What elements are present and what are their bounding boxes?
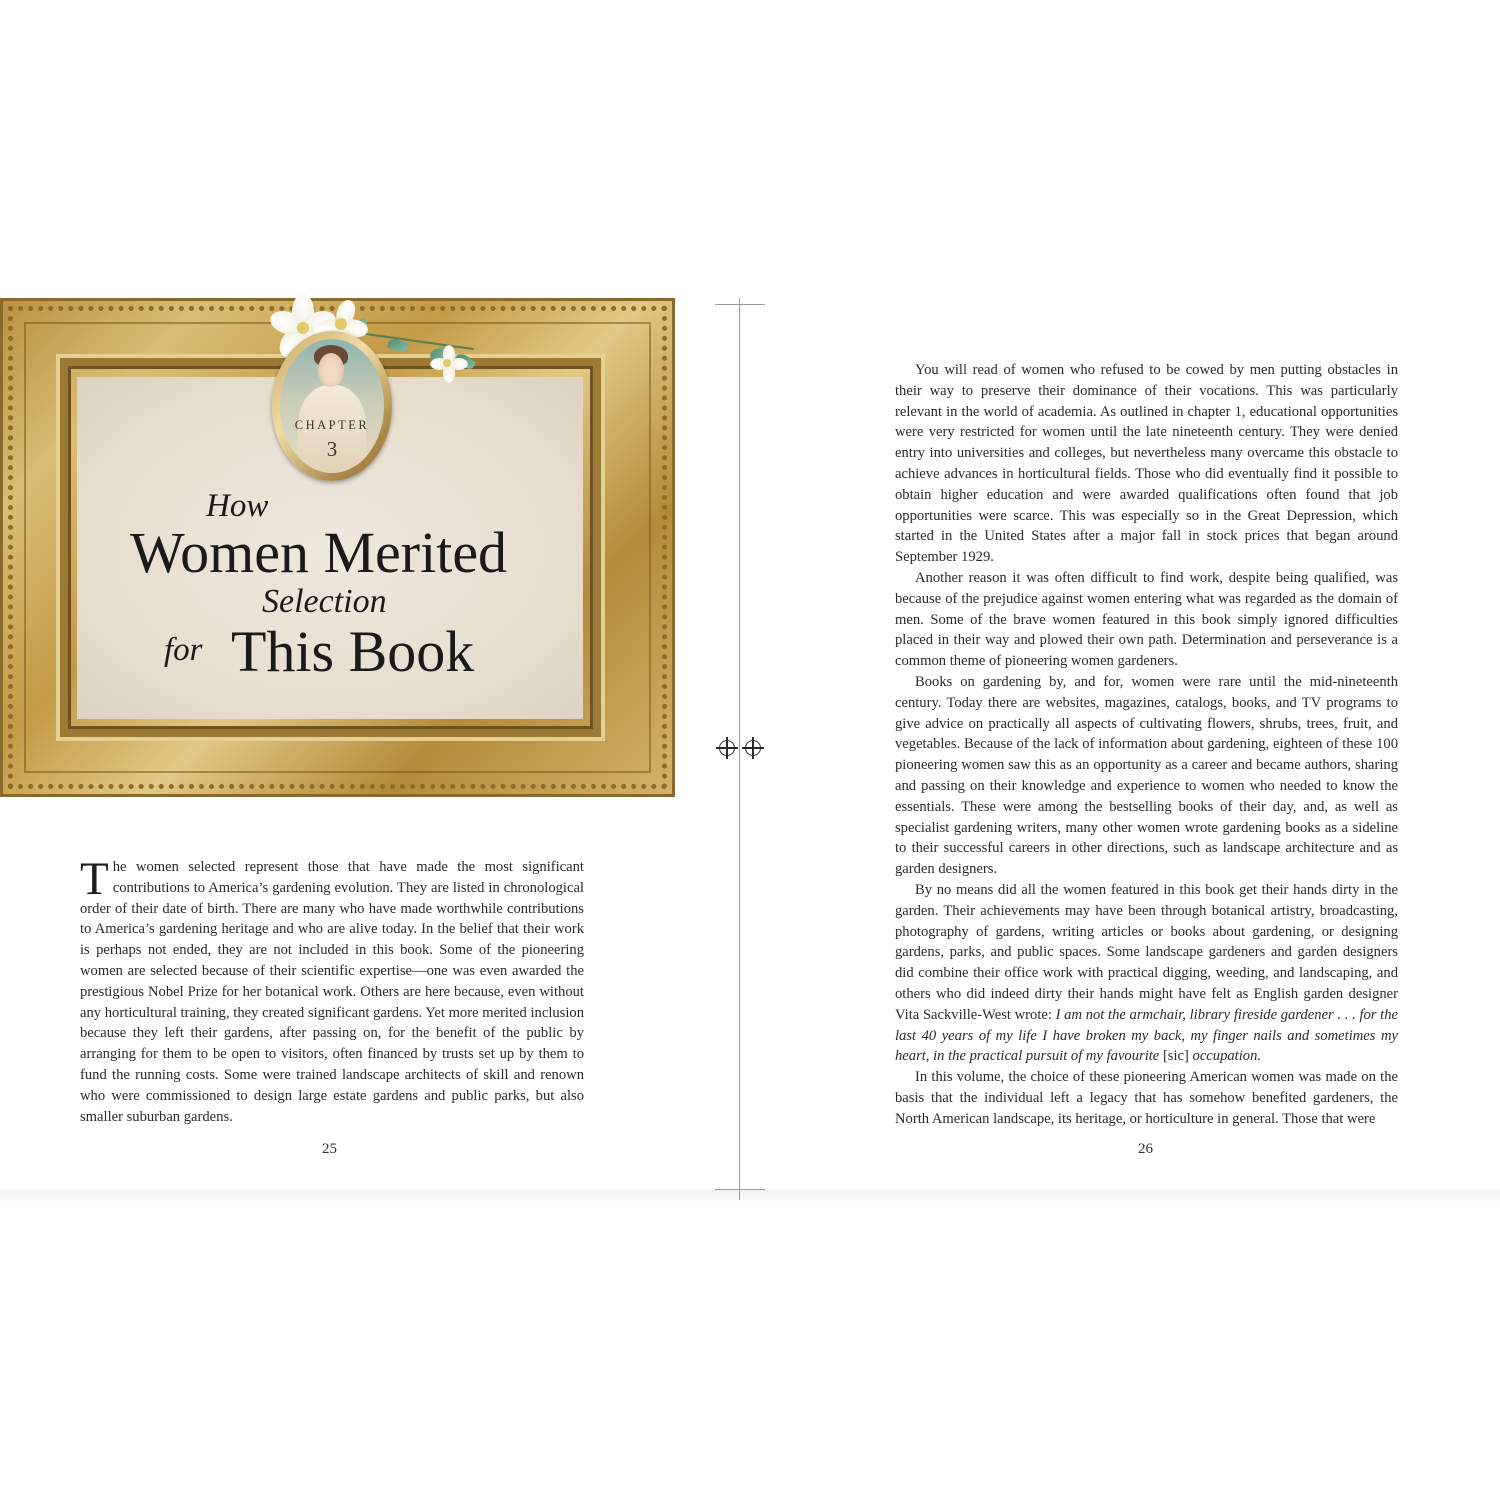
drop-cap: T [80,853,109,905]
title-how: How [206,488,269,524]
chapter-label: CHAPTER [294,418,370,432]
quote-text-end: occupation. [1188,1048,1262,1065]
paragraph: Books on gardening by, and for, women were rare until the mid-nineteenth century. Today there are websites, magazines, catalogs, books, and TV programs to give advice on practically all aspects of cultivating flowers, shrubs, trees, fruit, and vegetables. Because of the lack of information about gardening, eighteen of these 100 pioneering women saw this as an opportunity as a career and became authors, sharing and passing on their knowledge and experience to women who needed to know the essentials. These were among the bestselling books of their day, and, as well as specialist gardening writers, many other women wrote gardening books as a sideline to their successful careers in other directions, such as landscape architecture and as garden designers. [895,673,1398,878]
paragraph: You will read of women who refused to be cowed by men putting obstacles in their way to preserve their dominance of their vocations. This was particularly relevant in the world of academia. As outlined in chapter 1, educational opportunities were very restricted for women until the late nineteenth century. They were denied entry into universities and colleges, but nevertheless many overcame this obstacle to achieve advances in horticultural fields. Those who did eventually find it possible to obtain higher education and were awarded qualifications often found that job opportunities were scarce. This was especially so in the Great Depression, which started in the United States after a major fall in stock prices that began around September 1929. [895,362,1398,566]
registration-mark-icon [719,740,735,756]
page-number-left: 25 [322,1141,337,1157]
page-shadow [0,1190,1500,1204]
title-this-book: This Book [231,619,475,684]
quote-text: I am not the armchair, library fireside gardener . . . for the last 40 years of my life I have broken my back, my finger nails and sometimes my heart, in the practical pursuit of my favourite [895,1006,1398,1065]
left-body-text [80,853,584,1127]
title-selection: Selection [262,583,387,620]
paragraph: In this volume, the choice of these pioneering American women was made on the basis that the individual left a legacy that has somehow benefited gardeners, the North American landscape, its heritage, or horticulture in general. Those that were [895,1069,1398,1127]
paragraph-with-quote [895,880,1398,1067]
paragraph-intro: By no means did all the women featured in this book get their hands dirty in the garden. Their achievements may have been through botanical artistry, broadcasting, photography of gardens, writing articles or books about gardening, or designing gardens, parks, and public spaces. Some landscape gardeners and garden designers did combine their office work with practical digging, weeding, and landscaping, and others who did indeed dirty their hands might have felt as English garden designer Vita Sackville-West wrote: [895,881,1398,1023]
gutter-tick-top [715,304,765,305]
right-body-text [895,360,1398,1129]
left-paragraph: he women selected represent those that have made the most significant contributions to America’s gardening evolution. They are listed in chronological order of their date of birth. There are many who have made worthwhile contributions to America’s gardening heritage and who are alive today. In the belief that their work is perhaps not ended, they are not included in this book. Some of the pioneering women are selected because of their scientific expertise—one was even awarded the prestigious Nobel Prize for her botanical work. Others are here because, even without any horticultural training, they created significant gardens. Yet more merited inclusion because they left their gardens, after passing on, for the benefit of the public by arranging for them to be open to visitors, often financed by trusts set up by them to fund the running costs. Some were trained landscape architects of skill and renown who were commissioned to design large estate gardens and public parks, but also smaller suburban gardens. [80,859,584,1125]
page-number-right: 26 [1138,1141,1153,1157]
chapter-number: 3 [326,437,338,461]
sic-note: [sic] [1162,1048,1189,1065]
gutter-line [739,298,740,1200]
title-for: for [164,632,203,668]
paragraph: Another reason it was often difficult to find work, despite being qualified, was because of the prejudice against women entering what was regarded as the domain of men. Some of the brave women featured in this book simply ignored difficulties placed in their way and plowed their own path. Determination and perseverance is a common theme of pioneering women gardeners. [895,569,1398,670]
registration-mark-icon [745,740,761,756]
gutter-tick-bottom [715,1189,765,1190]
title-women-merited: Women Merited [130,520,508,585]
